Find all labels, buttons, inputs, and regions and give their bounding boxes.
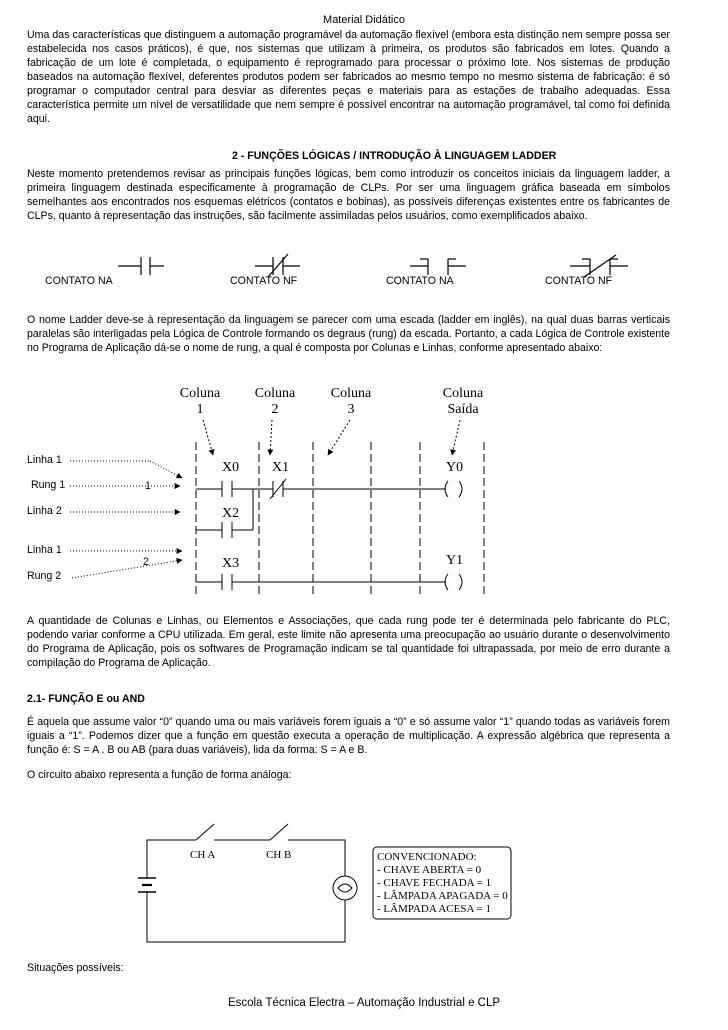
column-header-3: Coluna 3	[330, 386, 372, 417]
convention-item-1: - CHAVE ABERTA = 0	[377, 864, 482, 876]
ladder-paragraph: O nome Ladder deve-se à representação da linguagem se parecer com uma escada (ladder em inglês), na qual duas barras verticais paralelas são interligadas pela Lógica de Controle formando os degraus (rung) da escada. Portanto, a cada Lógica de Controle existente no Programa de Aplicação dá-se o nome de rung, a qual é composta por Colunas e Linhas, conforme apresentado abaixo:	[27, 314, 670, 354]
convention-item-4: - LÂMPADA ACESA = 1	[377, 903, 491, 915]
ladder-element-y0: Y0	[446, 460, 464, 475]
switch-a-label: CH A	[190, 849, 216, 861]
convention-item-2: - CHAVE FECHADA = 1	[377, 877, 492, 889]
page-footer: Escola Técnica Electra – Automação Industrial e CLP	[227, 997, 501, 1009]
rung-number-2: 2	[143, 556, 149, 568]
situations-label: Situações possíveis:	[27, 962, 124, 974]
rung-number-1: 1	[145, 480, 151, 492]
switch-b-label: CH B	[266, 849, 292, 861]
convention-item-3: - LÂMPADA APAGADA = 0	[377, 890, 508, 902]
contact-label-4: CONTATO NF	[545, 275, 613, 287]
ladder-element-x0: X0	[222, 460, 240, 475]
ladder-element-x1: X1	[272, 460, 290, 475]
side-label-linha-1a: Linha 1	[27, 454, 62, 466]
contact-label-2: CONTATO NF	[230, 275, 298, 287]
section-2-1-paragraph-1: É aquela que assume valor “0” quando uma ou mais variáveis forem iguais a “0” e só assume valor “1” quando todas as variáveis forem iguais a “1”. Podemos dizer que a função em questão executa a operação de multiplicação. A expressão algébrica que representa a função é: S = A . B ou AB (para duas variáveis), lida da forma: S = A e B.	[27, 716, 670, 756]
side-label-linha-2: Linha 2	[27, 505, 62, 517]
limits-paragraph: A quantidade de Colunas e Linhas, ou Elementos e Associações, que cada rung pode ter é determinada pelo fabricante do PLC, podendo variar conforme a CPU utilizada. Em geral, este limite não apresenta uma preocupação ao usuário durante o desenvolvimento do Programa de Aplicação, pois os softwares de Programação indicam se tal quantidade foi ultrapassada, por meio de erro durante a compilação do Programa de Aplicação.	[27, 615, 670, 669]
column-header-1: Coluna 1	[179, 386, 221, 417]
convention-title: CONVENCIONADO:	[377, 851, 477, 863]
column-header-output: Coluna Saída	[442, 386, 484, 417]
ladder-element-x2: X2	[222, 506, 240, 521]
side-label-rung-2: Rung 2	[27, 570, 62, 582]
contact-label-3: CONTATO NA	[386, 275, 454, 287]
section-2-1-paragraph-2: O circuito abaixo representa a função de forma análoga:	[27, 769, 292, 781]
ladder-element-y1: Y1	[446, 553, 464, 568]
intro-paragraph: Uma das características que distinguem a automação programável da automação flexível (embora esta distinção nem sempre possa ser estabelecida nos casos práticos), é que, nos sistemas que utilizam à primeira, os produtos são fabricados em lotes. Quando a fabricação de um lote é completada, o equipamento é reprogramado para processar o próximo lote. Nos sistemas de produção baseados na automação flexível, deferentes produtos podem ser fabricados ao mesmo tempo no mesmo sistema de fabricação: é só programar o computador central para desviar as diferentes peças e materiais para as estações de trabalho adequadas. Essa característica permite um nível de versatilidade que nem sempre é possível encontrar na automação programável, tal como foi definida aqui.	[27, 29, 670, 125]
column-header-2: Coluna 2	[254, 386, 296, 417]
side-label-linha-1b: Linha 1	[27, 544, 62, 556]
section-2-1-title: 2.1- FUNÇÃO E ou AND	[27, 693, 145, 705]
contact-label-1: CONTATO NA	[45, 275, 113, 287]
section-2-paragraph: Neste momento pretendemos revisar as principais funções lógicas, bem como introduzir os conceitos iniciais da linguagem ladder, a primeira linguagem destinada especificamente à programação de CLPs. Por ser uma linguagem gráfica baseada em símbolos semelhantes aos encontrados nos esquemas elétricos (contatos e bobinas), as possíveis diferenças existentes entre os fabricantes de CLPs, quanto à representação das instruções, são facilmente assimiladas pelos usuários, como exemplificados abaixo.	[27, 168, 670, 222]
section-2-title: 2 - FUNÇÕES LÓGICAS / INTRODUÇÃO À LINGUAGEM LADDER	[232, 150, 557, 162]
page-header-title: Material Didático	[323, 14, 405, 26]
ladder-element-x3: X3	[222, 556, 240, 571]
convention-box	[377, 851, 508, 916]
side-label-rung-1: Rung 1	[31, 479, 66, 491]
